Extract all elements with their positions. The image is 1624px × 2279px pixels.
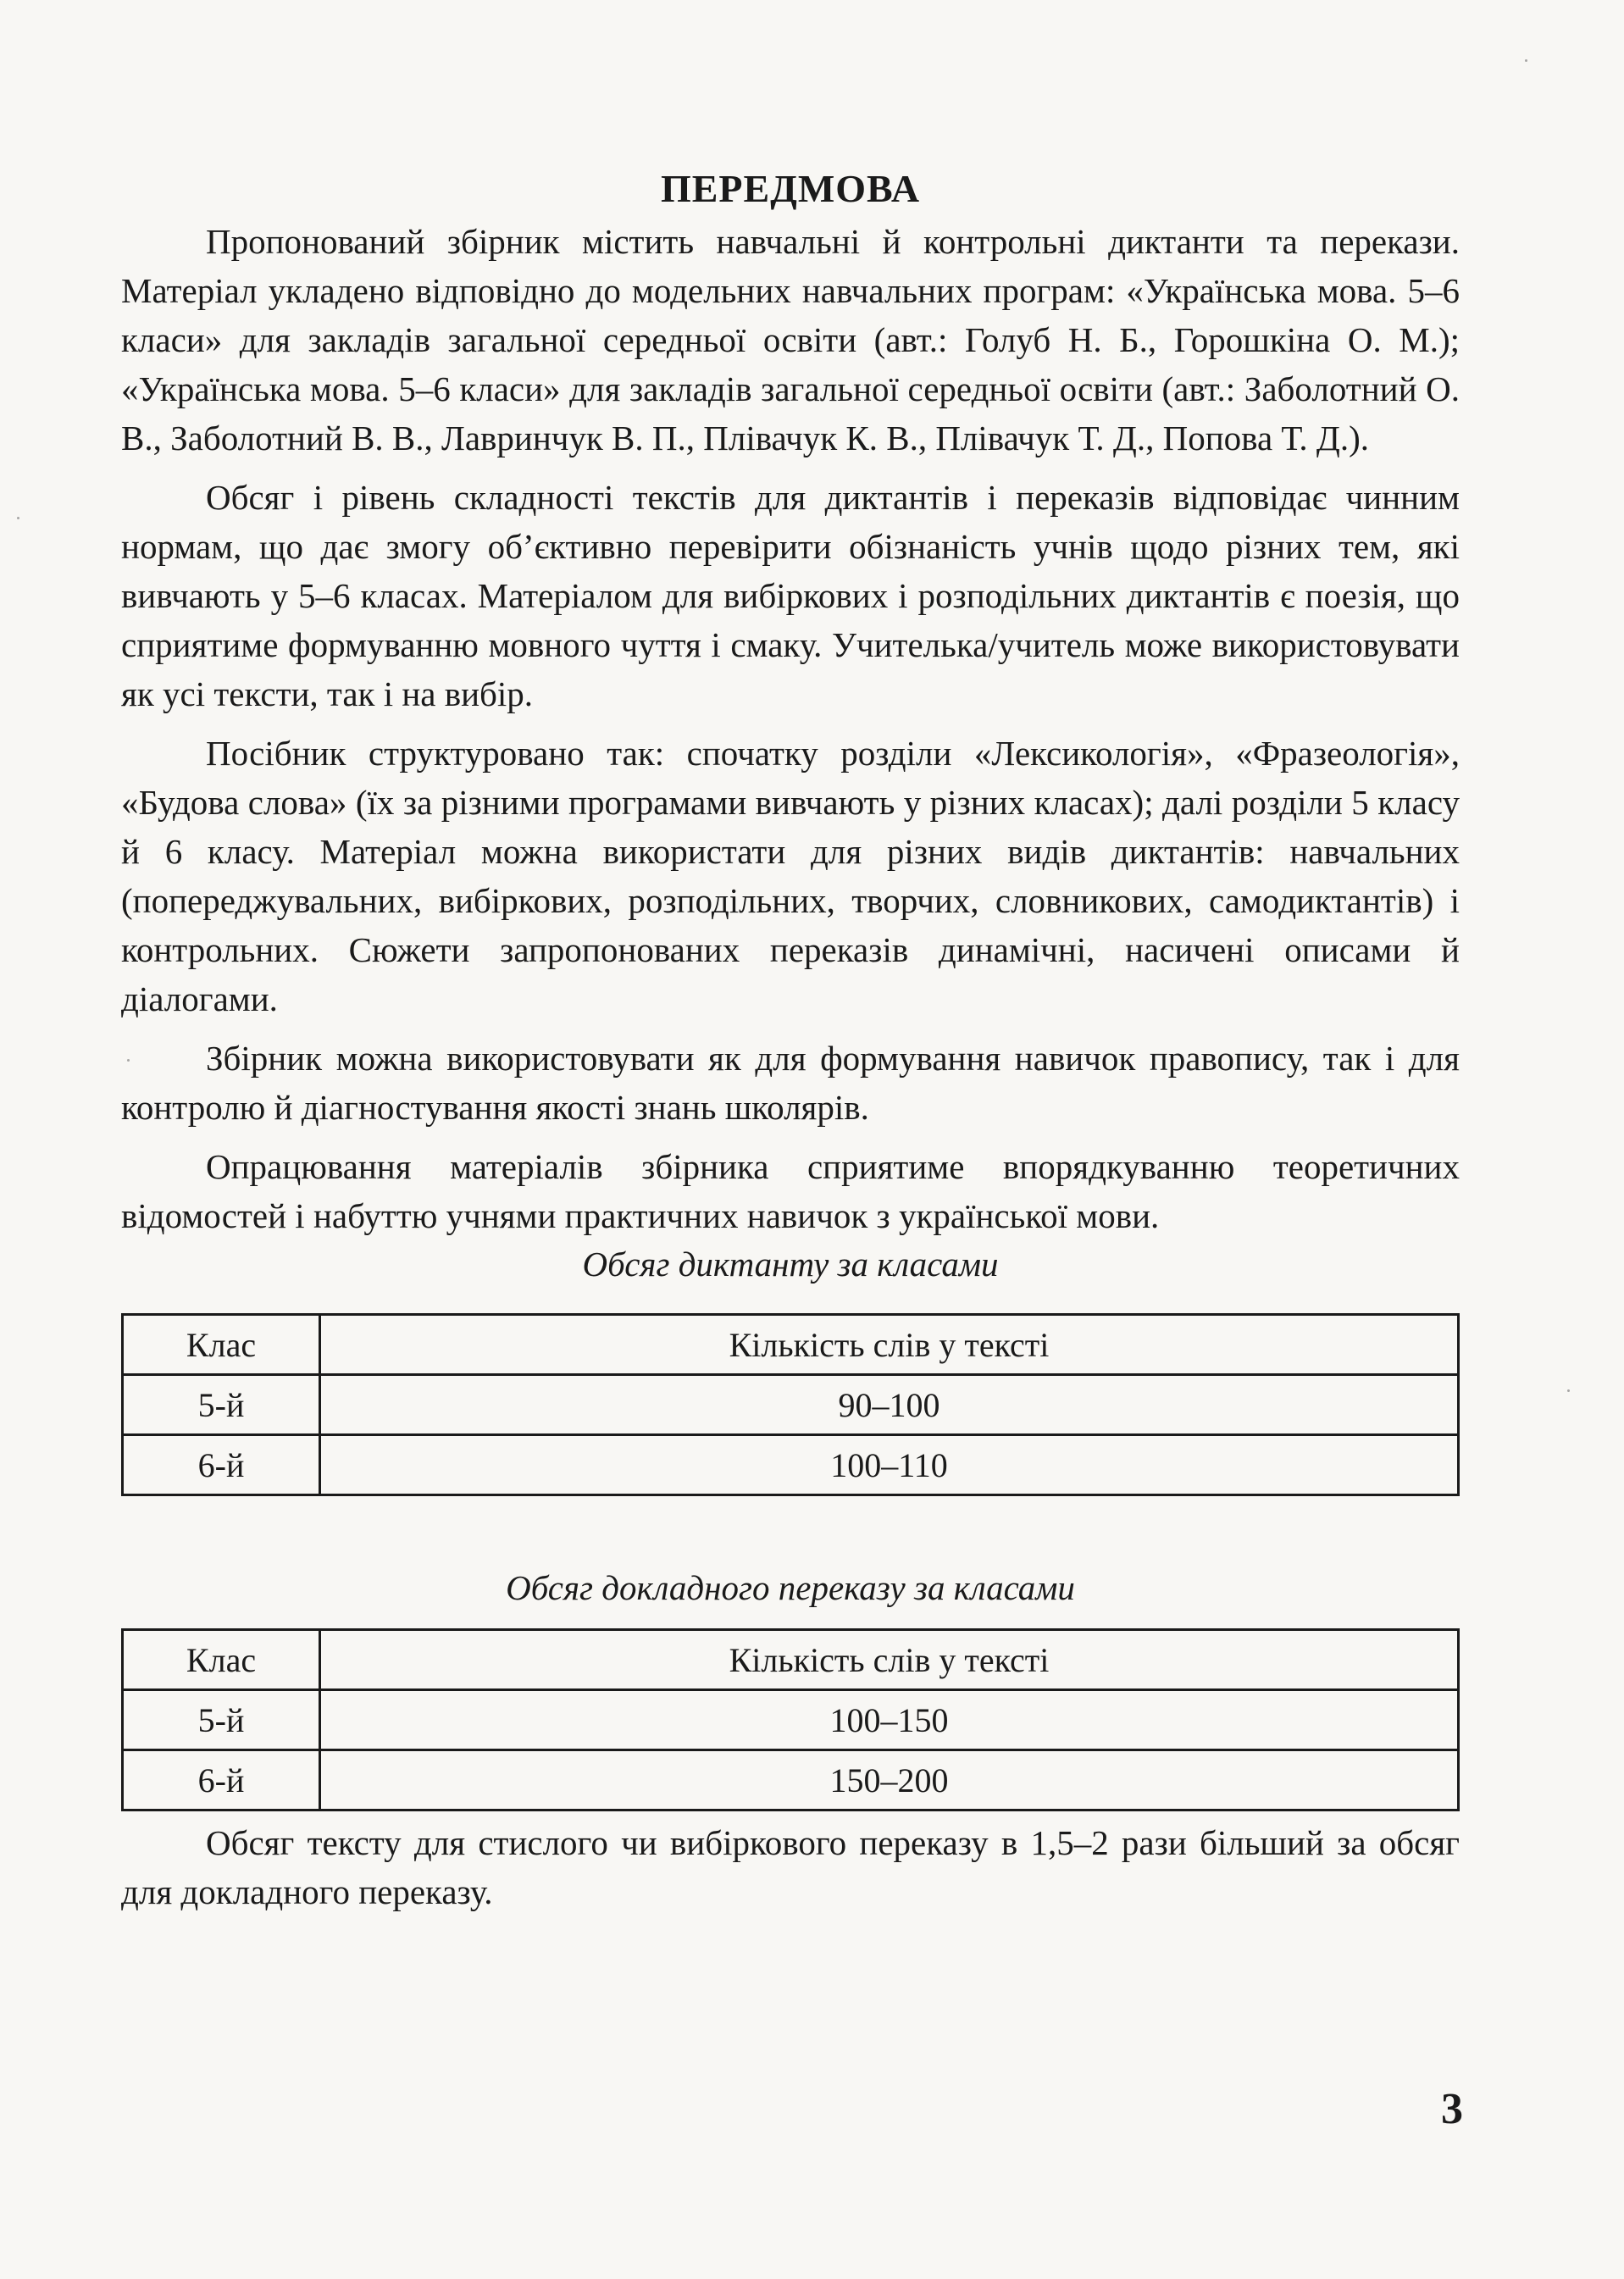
table-row (123, 1690, 1459, 1750)
header-cell: Кількість слів у тексті (320, 1315, 1459, 1375)
table-header-row (123, 1315, 1459, 1375)
dictation-volume-table (121, 1313, 1460, 1496)
retelling-volume-table (121, 1628, 1460, 1811)
scan-speck (1525, 59, 1527, 62)
paragraph: Обсяг і рівень складності текстів для диктантів і переказів відповідає чинним нормам, що дає змогу об’єктивно перевірити обізнаність учнів щодо різних тем, які вивчають у 5–6 класах. Матеріалом для вибіркових і розподільних диктантів є поезія, що сприятиме формуванню мовного чуття і смаку. Учителька/учитель може використовувати як усі тексти, так і на вибір. (121, 478, 1460, 714)
table-header-row (123, 1630, 1459, 1690)
word-count-cell: 100–110 (320, 1435, 1459, 1495)
paragraph: Збірник можна використовувати як для формування навичок правопису, так і для контролю й діагностування якості знань школярів. (121, 1039, 1460, 1128)
scan-speck (1567, 1389, 1570, 1392)
header-cell: Клас (123, 1630, 320, 1690)
grade-cell: 5-й (123, 1690, 320, 1750)
paragraph: Опрацювання матеріалів збірника сприятиме впорядкуванню теоретичних відомостей і набуттю учнями практичних навичок з української мови. (121, 1147, 1460, 1236)
table-row (123, 1435, 1459, 1495)
grade-cell: 6-й (123, 1750, 320, 1810)
table-caption-retelling: Обсяг докладного переказу за класами (506, 1568, 1075, 1608)
scan-speck (127, 1059, 130, 1062)
word-count-cell: 150–200 (320, 1750, 1459, 1810)
grade-cell: 5-й (123, 1375, 320, 1435)
page-title: ПЕРЕДМОВА (660, 167, 921, 210)
grade-cell: 6-й (123, 1435, 320, 1495)
table-row (123, 1750, 1459, 1810)
header-cell: Кількість слів у тексті (320, 1630, 1459, 1690)
word-count-cell: 90–100 (320, 1375, 1459, 1435)
table-caption-dictation: Обсяг диктанту за класами (582, 1245, 999, 1284)
paragraph: Пропонований збірник містить навчальні й контрольні диктанти та перекази. Матеріал укладено відповідно до модельних навчальних програм: «Українська мова. 5–6 класи» для закладів загальної середньої освіти (авт.: Голуб Н. Б., Горошкіна О. М.); «Українська мова. 5–6 класи» для закладів загальної середньої освіти (авт.: Заболотний О. В., Заболотний В. В., Лавринчук В. П., Плівачук К. В., Плівачук Т. Д., Попова Т. Д.). (121, 222, 1460, 458)
scan-speck (17, 517, 19, 519)
table-row (123, 1375, 1459, 1435)
word-count-cell: 100–150 (320, 1690, 1459, 1750)
footnote-paragraph: Обсяг тексту для стислого чи вибіркового переказу в 1,5–2 рази більший за обсяг для докладного переказу. (121, 1823, 1460, 1912)
spacer (121, 1496, 1460, 1564)
header-cell: Клас (123, 1315, 320, 1375)
page-content (121, 165, 1460, 1927)
paragraph: Посібник структуровано так: спочатку розділи «Лексикологія», «Фразеологія», «Будова слова» (їх за різними програмами вивчають у різних класах); далі розділи 5 класу й 6 класу. Матеріал можна використати для різних видів диктантів: навчальних (попереджувальних, вибіркових, розподільних, творчих, словникових, самодиктантів) і контрольних. Сюжети запропонованих переказів динамічні, насичені описами й діалогами. (121, 734, 1460, 1019)
page-number: 3 (1441, 2085, 1463, 2133)
